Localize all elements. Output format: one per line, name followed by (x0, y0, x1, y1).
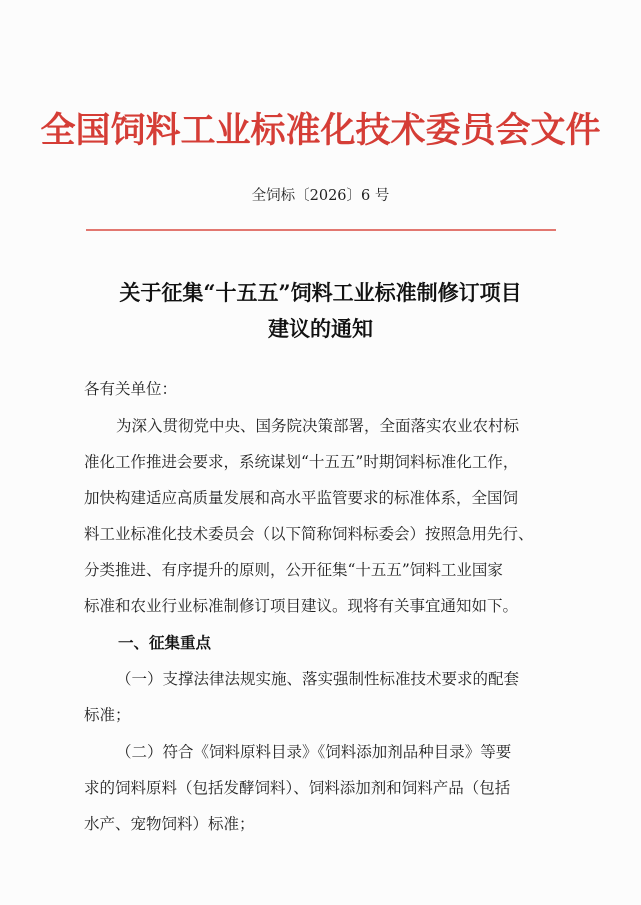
red-divider-line (86, 229, 556, 231)
document-number: 全饲标〔2026〕6 号 (251, 188, 390, 204)
notice-title-line-1: 关于征集“十五五”饲料工业标准制修订项目 (119, 280, 522, 305)
paragraph-line: （一）支撑法律法规实施、落实强制性标准技术要求的配套 (116, 670, 520, 688)
paragraph-line: 为深入贯彻党中央、国务院决策部署，全面落实农业农村标 (116, 417, 520, 435)
paragraph-line: 求的饲料原料（包括发酵饲料）、饲料添加剂和饲料产品（包括 (84, 779, 511, 797)
paragraph-line: 料工业标准化技术委员会（以下简称饲料标委会）按照急用先行、 (84, 525, 534, 543)
paragraph-line: 准化工作推进会要求，系统谋划“十五五”时期饲料标准化工作， (84, 453, 519, 471)
salutation: 各有关单位： (84, 380, 178, 398)
section-heading: 一、征集重点 (118, 633, 212, 652)
paragraph-line: 标准和农业行业标准制修订项目建议。现将有关事宜通知如下。 (84, 597, 519, 615)
paragraph-line: 加快构建适应高质量发展和高水平监管要求的标准体系，全国饲 (84, 489, 519, 507)
issuing-organization-title: 全国饲料工业标准化技术委员会文件 (40, 110, 601, 151)
notice-title-line-2: 建议的通知 (268, 316, 373, 341)
paragraph-line: （二）符合《饲料原料目录》《饲料添加剂品种目录》等要 (116, 743, 512, 761)
paragraph-line: 水产、宠物饲料）标准； (84, 815, 255, 833)
paragraph-line: 标准； (84, 706, 131, 724)
paragraph-line: 分类推进、有序提升的原则，公开征集“十五五”饲料工业国家 (84, 561, 503, 579)
